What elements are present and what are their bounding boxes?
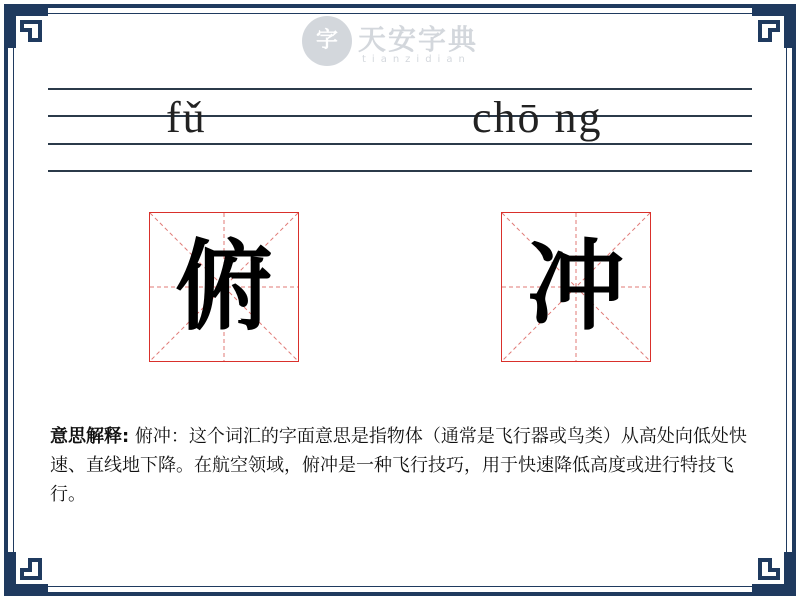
brand-watermark [302, 14, 502, 70]
character-2: 冲 [526, 230, 625, 344]
character-1: 俯 [174, 230, 273, 344]
corner-ornament-icon [6, 550, 50, 594]
meaning-text: 俯冲：这个词汇的字面意思是指物体（通常是飞行器或鸟类）从高处向低处快速、直线地下降。在航空领域，俯冲是一种飞行技巧，用于快速降低高度或进行特技飞行。 [50, 426, 747, 505]
pinyin-ruled-lines [48, 88, 752, 172]
corner-ornament-icon [6, 6, 50, 50]
corner-ornament-icon [750, 6, 794, 50]
corner-ornament-icon [750, 550, 794, 594]
brand-seal-text: 字 [315, 28, 338, 53]
brand-seal-icon [302, 16, 352, 66]
character-grid-box [149, 212, 299, 362]
meaning-paragraph [50, 422, 750, 509]
meaning-label: 意思解释: [50, 426, 130, 447]
character-grid-box [501, 212, 651, 362]
pinyin-1: fǔ [166, 93, 207, 142]
brand-subtitle: tianzidian [362, 54, 471, 65]
brand-title: 天安字典 [358, 23, 479, 56]
pinyin-2: chō ng [472, 93, 603, 142]
